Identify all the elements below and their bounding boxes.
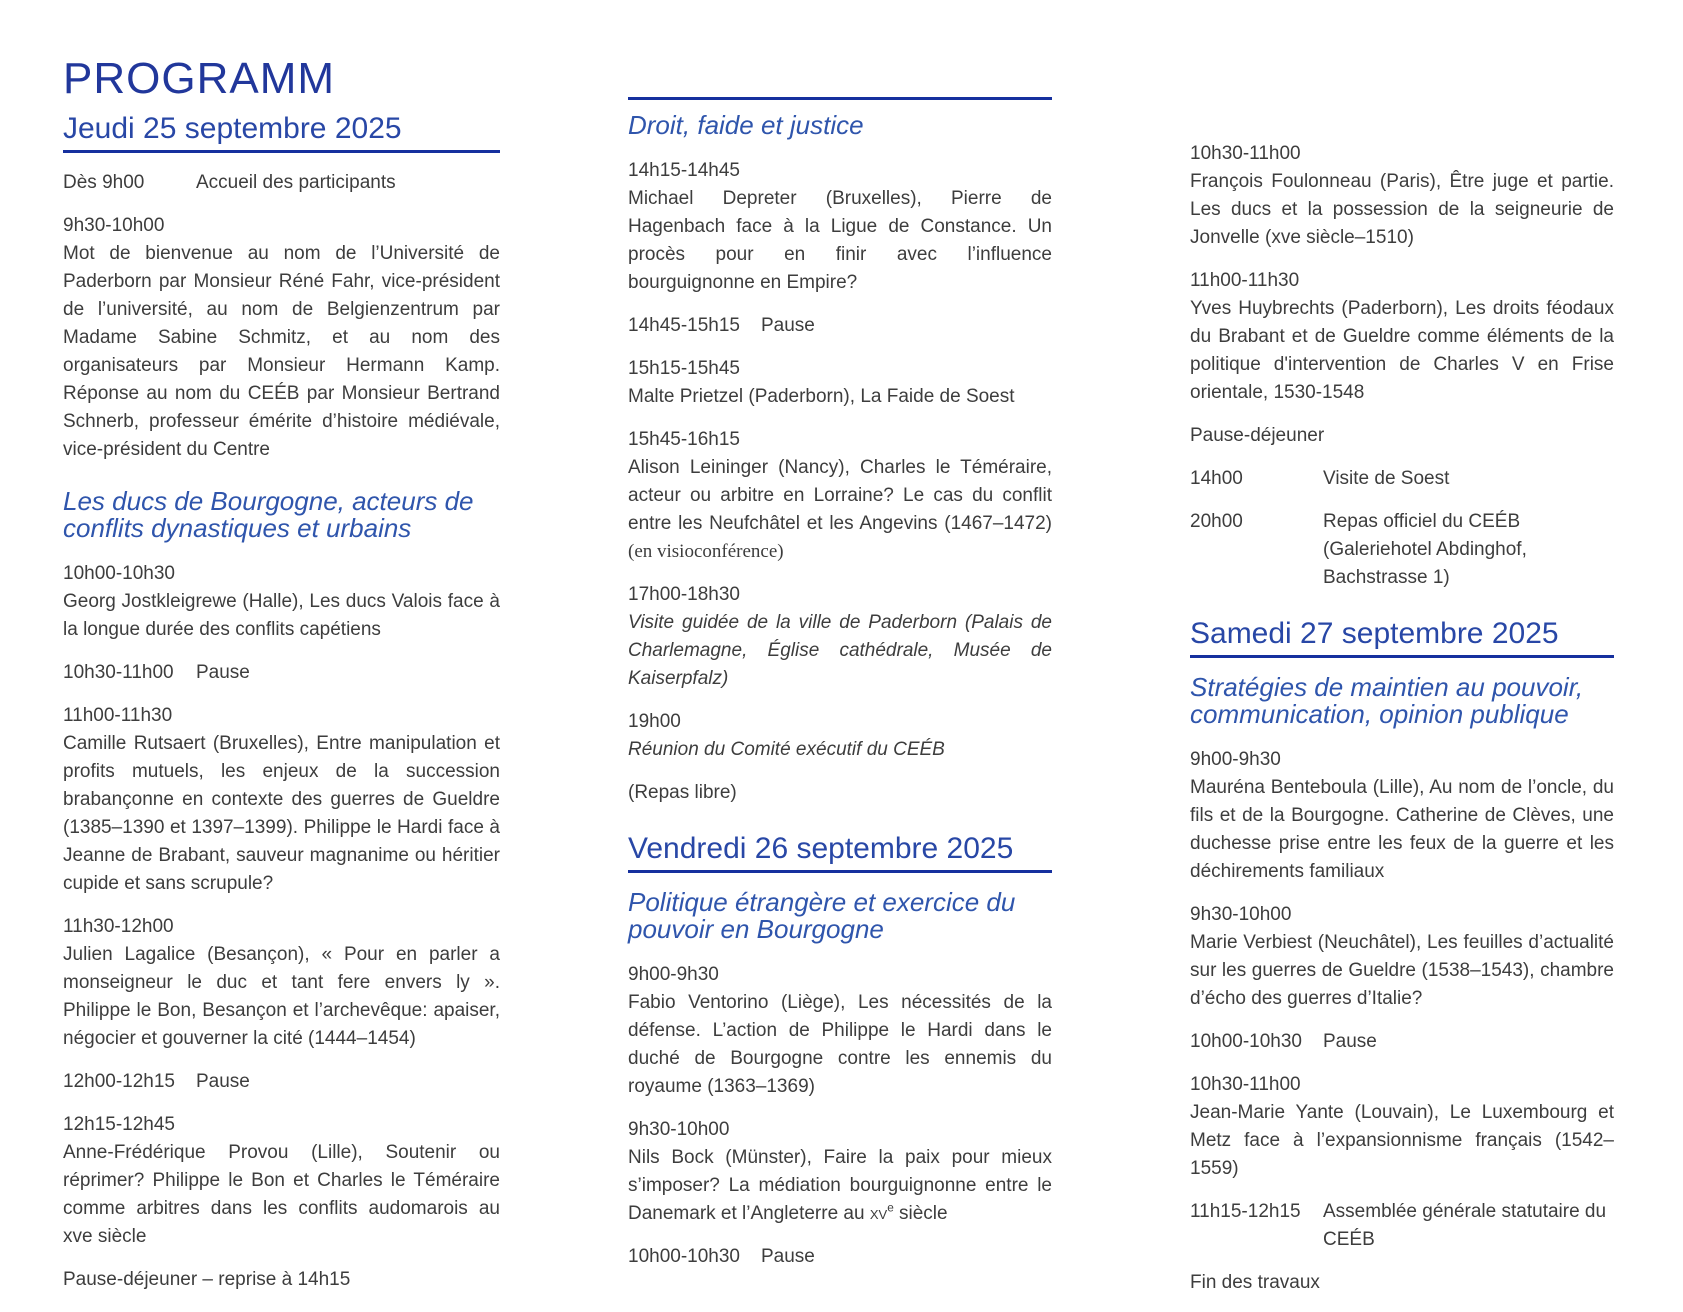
entry-time: 10h00-10h30 xyxy=(628,1246,740,1267)
column-middle xyxy=(628,97,1052,1286)
schedule-entry-talk xyxy=(63,702,500,898)
entry-time: 14h15-14h45 xyxy=(628,160,740,181)
schedule-row-assemblee xyxy=(1190,1198,1614,1254)
entry-time: 20h00 xyxy=(1190,511,1243,532)
schedule-entry-talk xyxy=(628,157,1052,297)
entry-time: 10h30-11h00 xyxy=(1190,143,1301,164)
entry-text: Marie Verbiest (Neuchâtel), Les feuilles d’actualité sur les guerres de Gueldre (1538–1543), chambre d’écho des guerres d’Italie? xyxy=(1190,932,1614,1009)
schedule-entry-talk xyxy=(1190,1071,1614,1183)
entry-label-line1: Repas officiel du CEÉB xyxy=(1323,511,1521,532)
entry-text: Visite guidée de la ville de Paderborn (Palais de Charlemagne, Église cathédrale, Musée de Kaiserpfalz) xyxy=(628,612,1052,689)
entry-time: 11h15-12h15 xyxy=(1190,1201,1301,1222)
pause-row xyxy=(1190,1028,1614,1056)
page-title: PROGRAMM xyxy=(63,54,335,103)
session-heading-ducs-bourgogne: Les ducs de Bourgogne, acteurs de conflits dynastiques et urbains xyxy=(63,486,474,543)
entry-text: Julien Lagalice (Besançon), « Pour en parler a monseigneur le duc et tant fere envers ly ». Philippe le Bon, Besançon et l’archevêque: apaiser, négocier et gouverner la cité (1444–1454) xyxy=(63,944,500,1049)
schedule-entry-talk xyxy=(628,1116,1052,1228)
schedule-entry-meeting xyxy=(628,708,1052,764)
entry-label-line2: (Galeriehotel Abdinghof, Bachstrasse 1) xyxy=(1323,539,1527,588)
schedule-entry-talk xyxy=(628,961,1052,1101)
schedule-entry-talk xyxy=(628,355,1052,411)
entry-label: Assemblée générale statutaire du CEÉB xyxy=(1323,1201,1607,1250)
entry-time: 9h30-10h00 xyxy=(628,1119,730,1140)
entry-label: Pause xyxy=(196,662,250,683)
schedule-entry-talk xyxy=(63,1111,500,1251)
schedule-row-repas-officiel xyxy=(1190,508,1614,592)
entry-label: Pause xyxy=(761,1246,815,1267)
schedule-entry-talk xyxy=(1190,140,1614,252)
entry-time: 10h30-11h00 xyxy=(63,662,174,683)
day-heading-samedi: Samedi 27 septembre 2025 xyxy=(1190,618,1614,658)
entry-text xyxy=(628,1144,1052,1228)
schedule-entry-talk xyxy=(63,913,500,1053)
entry-label: Pause xyxy=(196,1071,250,1092)
entry-text: Mauréna Benteboula (Lille), Au nom de l’oncle, du fils et de la Bourgogne. Catherine de Clèves, une duchesse prise entre les feux de la guerre et les déchirements familiaux xyxy=(1190,777,1614,882)
entry-time: 14h00 xyxy=(1190,468,1243,489)
entry-text: Michael Depreter (Bruxelles), Pierre de Hagenbach face à la Ligue de Constance. Un procès pour en finir avec l’influence bourguignonne en Empire? xyxy=(628,188,1052,293)
entry-text: Georg Jostkleigrewe (Halle), Les ducs Valois face à la longue durée des conflits capétiens xyxy=(63,591,500,640)
entry-time: 10h00-10h30 xyxy=(1190,1031,1302,1052)
entry-text: Anne-Frédérique Provou (Lille), Soutenir ou réprimer? Philippe le Bon et Charles le Téméraire comme arbitres dans les conflits audomarois au xve siècle xyxy=(63,1142,500,1247)
entry-text-note: (en visioconférence) xyxy=(628,541,784,562)
entry-label: Pause xyxy=(1323,1031,1377,1052)
meal-note: (Repas libre) xyxy=(628,782,737,803)
schedule-entry-talk xyxy=(1190,267,1614,407)
entry-text-main: Alison Leininger (Nancy), Charles le Téméraire, acteur ou arbitre en Lorraine? Le cas du conflit entre les Neufchâtel et les Angevins (1467–1472) xyxy=(628,457,1052,534)
entry-time: 10h30-11h00 xyxy=(1190,1074,1301,1095)
schedule-entry-visit xyxy=(628,581,1052,693)
century-smallcaps: xv xyxy=(869,1203,888,1224)
pause-row xyxy=(63,1068,500,1096)
entry-time: 17h00-18h30 xyxy=(628,584,740,605)
schedule-row-accueil xyxy=(63,169,500,197)
entry-text-tail: siècle xyxy=(893,1203,948,1224)
entry-time: 11h30-12h00 xyxy=(63,916,174,937)
entry-label: Pause xyxy=(761,315,815,336)
entry-text-main: Nils Bock (Münster), Faire la paix pour mieux s’imposer? La médiation bourguignonne entre le Danemark et l’Angleterre au xyxy=(628,1147,1052,1224)
entry-time: 11h00-11h30 xyxy=(1190,270,1300,291)
session-heading-strategies: Stratégies de maintien au pouvoir, communication, opinion publique xyxy=(1190,672,1584,729)
entry-text xyxy=(628,454,1052,566)
lunch-note: Pause-déjeuner xyxy=(1190,425,1325,446)
entry-time: 15h15-15h45 xyxy=(628,358,740,379)
section-rule xyxy=(628,97,1052,100)
entry-time: 9h00-9h30 xyxy=(1190,749,1281,770)
entry-text: Mot de bienvenue au nom de l’Université de Paderborn par Monsieur Réné Fahr, vice-président de l’université, au nom de Belgienzentrum par Madame Sabine Schmitz, et au nom des organisateurs par Monsieur Hermann Kamp. Réponse au nom du CEÉB par Monsieur Bertrand Schnerb, professeur émérite d’histoire médiévale, vice-président du Centre xyxy=(63,243,500,460)
day-heading-vendredi: Vendredi 26 septembre 2025 xyxy=(628,833,1052,873)
entry-label: Accueil des participants xyxy=(196,172,396,193)
entry-text: François Foulonneau (Paris), Être juge et partie. Les ducs et la possession de la seigneurie de Jonvelle (xve siècle–1510) xyxy=(1190,171,1614,248)
pause-row xyxy=(628,1243,1052,1271)
schedule-entry-talk xyxy=(628,426,1052,566)
column-left xyxy=(63,55,500,1309)
entry-time: 12h00-12h15 xyxy=(63,1071,175,1092)
entry-time: Dès 9h00 xyxy=(63,172,145,193)
entry-time: 9h30-10h00 xyxy=(1190,904,1292,925)
entry-label: Visite de Soest xyxy=(1323,468,1450,489)
entry-time: 9h00-9h30 xyxy=(628,964,719,985)
schedule-row-visite-soest xyxy=(1190,465,1614,493)
schedule-entry-talk xyxy=(1190,901,1614,1013)
entry-time: 19h00 xyxy=(628,711,681,732)
pause-row xyxy=(628,312,1052,340)
entry-time: 14h45-15h15 xyxy=(628,315,740,336)
entry-label xyxy=(1323,508,1614,592)
entry-text: Yves Huybrechts (Paderborn), Les droits féodaux du Brabant et de Gueldre comme éléments de la politique d'intervention de Charles V en Frise orientale, 1530-1548 xyxy=(1190,298,1614,403)
entry-time: 11h00-11h30 xyxy=(63,705,173,726)
schedule-entry-welcome xyxy=(63,212,500,464)
entry-time: 10h00-10h30 xyxy=(63,563,175,584)
entry-text: Camille Rutsaert (Bruxelles), Entre manipulation et profits mutuels, les enjeux de la succession brabançonne en contexte des guerres de Gueldre (1385–1390 et 1397–1399). Philippe le Hardi face à Jeanne de Brabant, sauveur magnanime ou héritier cupide et sans scrupule? xyxy=(63,733,500,894)
session-heading-politique-etrangere: Politique étrangère et exercice du pouvoir en Bourgogne xyxy=(628,887,1016,944)
century-superscript: e xyxy=(887,1201,894,1215)
entry-time: 9h30-10h00 xyxy=(63,215,165,236)
entry-text: Jean-Marie Yante (Louvain), Le Luxembourg et Metz face à l’expansionnisme français (1542–1559) xyxy=(1190,1102,1614,1179)
pause-row xyxy=(63,659,500,687)
session-heading-droit-faide: Droit, faide et justice xyxy=(628,110,864,140)
lunch-note: Pause-déjeuner – reprise à 14h15 xyxy=(63,1269,351,1290)
entry-text: Malte Prietzel (Paderborn), La Faide de Soest xyxy=(628,386,1015,407)
column-right xyxy=(1190,140,1614,1312)
entry-time: 15h45-16h15 xyxy=(628,429,740,450)
schedule-entry-talk xyxy=(1190,746,1614,886)
entry-text: Réunion du Comité exécutif du CEÉB xyxy=(628,739,945,760)
end-note: Fin des travaux xyxy=(1190,1272,1320,1293)
entry-text: Fabio Ventorino (Liège), Les nécessités de la défense. L’action de Philippe le Hardi dans le duché de Bourgogne contre les ennemis du royaume (1363–1369) xyxy=(628,992,1052,1097)
day-heading-jeudi: Jeudi 25 septembre 2025 xyxy=(63,113,500,153)
schedule-entry-talk xyxy=(63,560,500,644)
entry-time: 12h15-12h45 xyxy=(63,1114,175,1135)
